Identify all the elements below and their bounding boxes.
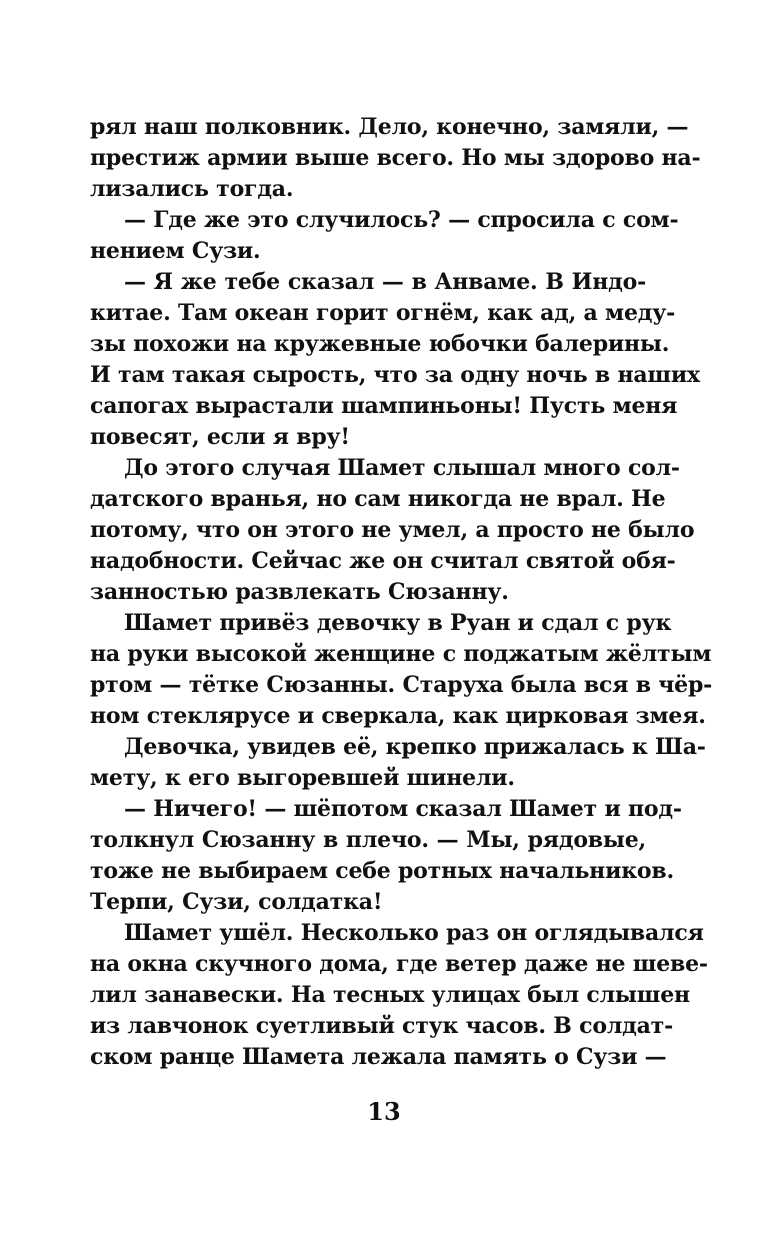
text-line: занностью развлекать Сюзанну. <box>90 579 509 605</box>
paragraph <box>90 205 679 267</box>
text-line: — Я же тебе сказал — в Анваме. В Индо- <box>124 269 646 295</box>
text-line: Шамет ушёл. Несколько раз он оглядывался <box>124 920 704 946</box>
paragraph <box>90 794 682 918</box>
text-line: Девочка, увидев её, крепко прижалась к Ша- <box>124 734 706 760</box>
text-line: До этого случая Шамет слышал много сол- <box>124 455 680 481</box>
text-line: лил занавески. На тесных улицах был слышен <box>90 982 690 1008</box>
page-number: 13 <box>367 1097 401 1126</box>
paragraph <box>90 732 706 794</box>
text-line: на руки высокой женщине с поджатым жёлтым <box>90 641 712 667</box>
text-line: лизались тогда. <box>90 176 294 202</box>
text-line: на окна скучного дома, где ветер даже не шеве- <box>90 951 708 977</box>
text-line: — Ничего! — шёпотом сказал Шамет и под- <box>124 796 682 822</box>
text-line: из лавчонок суетливый стук часов. В солдат- <box>90 1013 674 1039</box>
text-line: ном стеклярусе и сверкала, как цирковая змея. <box>90 703 706 729</box>
text-line: мету, к его выгоревшей шинели. <box>90 765 515 791</box>
text-line: потому, что он этого не умел, а просто не было <box>90 517 695 543</box>
text-line: Шамет привёз девочку в Руан и сдал с рук <box>124 610 672 636</box>
text-line: надобности. Сейчас же он считал святой обя- <box>90 548 676 574</box>
text-line: ртом — тётке Сюзанны. Старуха была вся в чёр- <box>90 672 713 698</box>
text-line: зы похожи на кружевные юбочки балерины. <box>90 331 670 357</box>
text-line: — Где же это случилось? — спросила с сом- <box>124 207 679 233</box>
text-line: Терпи, Сузи, солдатка! <box>90 889 383 915</box>
text-line: рял наш полковник. Дело, конечно, замяли, — <box>90 114 689 140</box>
text-line: сапогах вырастали шампиньоны! Пусть меня <box>90 393 678 419</box>
text-line: нением Сузи. <box>90 238 261 264</box>
paragraph <box>90 918 708 1073</box>
text-line: И там такая сырость, что за одну ночь в наших <box>90 362 700 388</box>
paragraph <box>90 453 695 608</box>
page-text-body <box>90 112 713 1073</box>
text-line: ском ранце Шамета лежала память о Сузи — <box>90 1044 667 1070</box>
paragraph <box>90 112 701 205</box>
text-line: престиж армии выше всего. Но мы здорово на- <box>90 145 701 171</box>
text-line: повесят, если я вру! <box>90 424 350 450</box>
text-line: толкнул Сюзанну в плечо. — Мы, рядовые, <box>90 827 646 853</box>
paragraph <box>90 267 700 453</box>
paragraph <box>90 608 713 732</box>
text-line: тоже не выбираем себе ротных начальников. <box>90 858 674 884</box>
text-line: датского вранья, но сам никогда не врал. Не <box>90 486 666 512</box>
text-line: китае. Там океан горит огнём, как ад, а меду- <box>90 300 676 326</box>
